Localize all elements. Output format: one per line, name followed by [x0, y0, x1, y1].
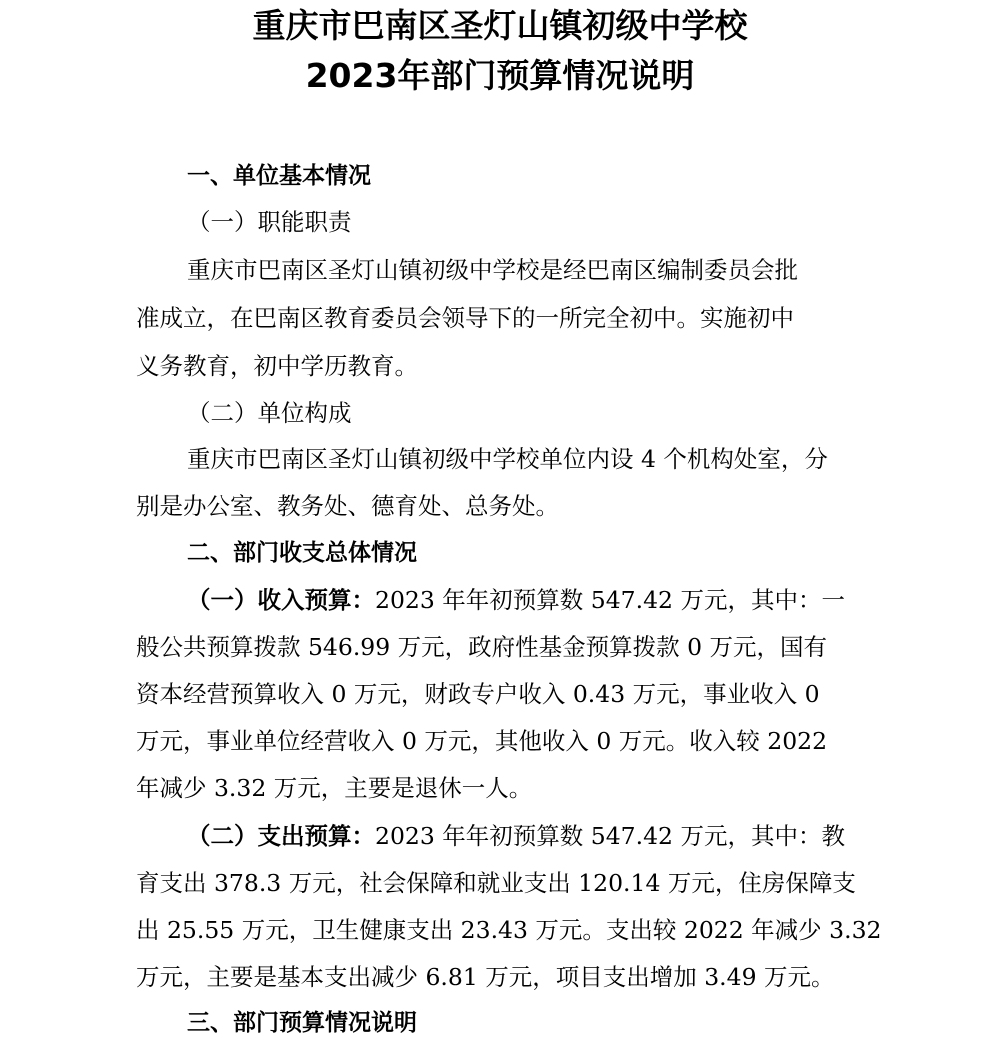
document-title-line-1: 重庆市巴南区圣灯山镇初级中学校 — [252, 6, 748, 45]
expense-paragraph-line-2: 育支出 378.3 万元，社会保障和就业支出 120.14 万元，住房保障支 — [136, 869, 856, 897]
income-label: （一）收入预算： — [187, 586, 375, 614]
subsection-composition-heading: （二）单位构成 — [187, 399, 352, 427]
expense-paragraph-line-1 — [187, 821, 845, 851]
section-3-heading: 三、部门预算情况说明 — [187, 1010, 417, 1036]
composition-paragraph-line-2: 别是办公室、教务处、德育处、总务处。 — [136, 492, 559, 520]
duties-paragraph-line-3: 义务教育，初中学历教育。 — [136, 352, 418, 380]
income-paragraph-line-3: 资本经营预算收入 0 万元，财政专户收入 0.43 万元，事业收入 0 — [136, 680, 820, 708]
income-paragraph-line-5: 年减少 3.32 万元，主要是退休一人。 — [136, 774, 533, 802]
expense-label: （二）支出预算： — [187, 822, 375, 850]
duties-paragraph-line-1: 重庆市巴南区圣灯山镇初级中学校是经巴南区编制委员会批 — [187, 256, 798, 284]
income-paragraph-line-4: 万元，事业单位经营收入 0 万元，其他收入 0 万元。收入较 2022 — [136, 727, 828, 755]
composition-paragraph-line-1: 重庆市巴南区圣灯山镇初级中学校单位内设 4 个机构处室，分 — [187, 445, 828, 473]
income-paragraph-line-1 — [187, 585, 845, 615]
duties-paragraph-line-2: 准成立，在巴南区教育委员会领导下的一所完全初中。实施初中 — [136, 304, 794, 332]
section-2-heading: 二、部门收支总体情况 — [187, 540, 417, 566]
subsection-duties-heading: （一）职能职责 — [187, 208, 352, 236]
income-paragraph-line-2: 般公共预算拨款 546.99 万元，政府性基金预算拨款 0 万元，国有 — [136, 633, 828, 661]
expense-paragraph-line-3: 出 25.55 万元，卫生健康支出 23.43 万元。支出较 2022 年减少 3.32 — [136, 916, 882, 944]
document-title-line-2: 2023年部门预算情况说明 — [305, 56, 695, 95]
section-1-heading: 一、单位基本情况 — [187, 163, 371, 189]
income-text-1: 2023 年年初预算数 547.42 万元，其中：一 — [375, 586, 845, 614]
expense-paragraph-line-4: 万元，主要是基本支出减少 6.81 万元，项目支出增加 3.49 万元。 — [136, 963, 835, 991]
expense-text-1: 2023 年年初预算数 547.42 万元，其中：教 — [375, 822, 845, 850]
